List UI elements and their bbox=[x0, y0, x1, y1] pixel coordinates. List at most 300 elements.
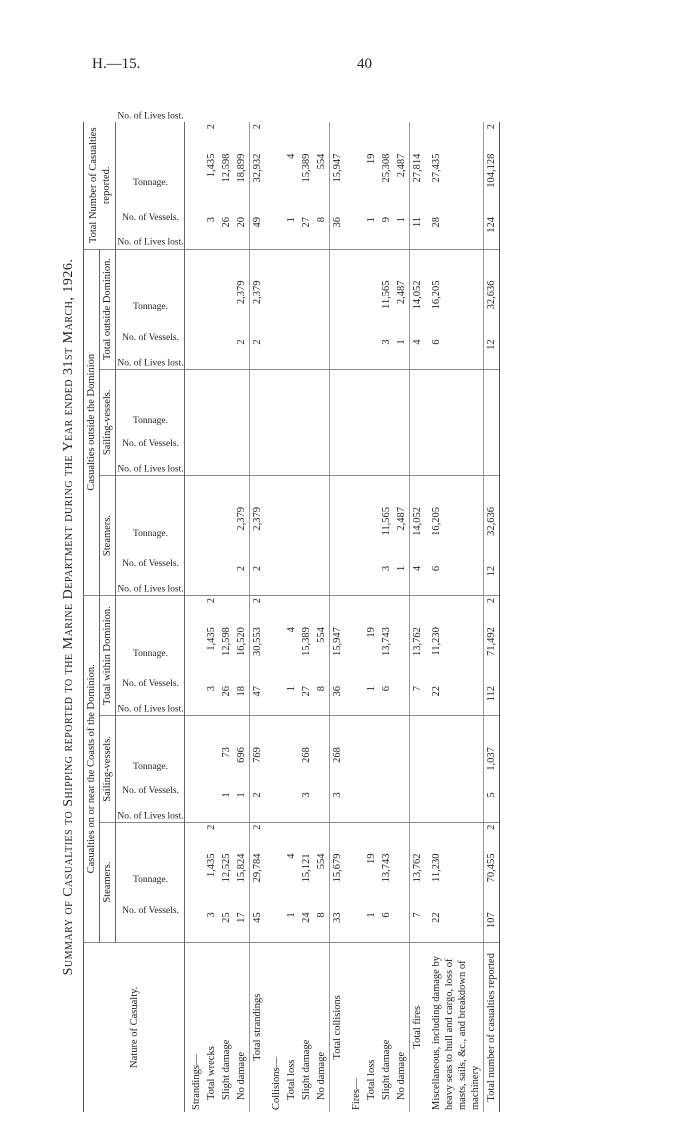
table-cell: 1,435 bbox=[206, 627, 217, 651]
table-row bbox=[265, 122, 284, 1112]
table-cell bbox=[484, 476, 500, 505]
table-cell bbox=[345, 822, 364, 851]
table-cell bbox=[265, 337, 284, 369]
table-cell: 73 bbox=[221, 747, 232, 758]
table-cell: 1 bbox=[366, 685, 377, 692]
table-cell bbox=[299, 444, 314, 476]
table-cell bbox=[330, 596, 346, 626]
table-cell bbox=[219, 564, 234, 596]
table-cell bbox=[265, 564, 284, 596]
table-cell: 696 bbox=[236, 747, 247, 763]
table-cell bbox=[345, 790, 364, 822]
table-cell bbox=[345, 278, 364, 337]
total-reported-header: Total Number of Casualties reported. bbox=[84, 122, 116, 249]
table-cell bbox=[299, 337, 314, 369]
table-cell bbox=[345, 476, 364, 505]
table-cell bbox=[265, 910, 284, 942]
table-cell bbox=[394, 745, 410, 790]
table-cell bbox=[379, 745, 394, 790]
table-cell bbox=[314, 476, 330, 505]
table-cell bbox=[394, 596, 410, 626]
table-cell bbox=[265, 790, 284, 822]
table-cell: 25 bbox=[221, 912, 232, 923]
table-cell: 3 bbox=[206, 217, 217, 223]
table-cell bbox=[330, 122, 346, 152]
table-cell bbox=[265, 596, 284, 626]
table-cell bbox=[394, 444, 410, 476]
table-cell: 12,598 bbox=[221, 627, 232, 656]
table-cell: 2,487 bbox=[396, 506, 407, 531]
table-cell bbox=[314, 369, 330, 398]
col-vessels: No. of Vessels. bbox=[116, 684, 185, 716]
table-cell bbox=[234, 716, 250, 745]
table-cell bbox=[314, 337, 330, 369]
table-cell: 7 bbox=[410, 684, 426, 716]
col-lives: No. of Lives lost. bbox=[116, 369, 185, 398]
table-cell bbox=[314, 564, 330, 596]
col-vessels: No. of Vessels. bbox=[116, 564, 185, 596]
table-cell: 11,565 bbox=[381, 506, 392, 536]
table-cell: 14,052 bbox=[410, 505, 426, 564]
col-tonnage: Tonnage. bbox=[116, 505, 185, 564]
table-cell: 15,947 bbox=[330, 625, 346, 684]
table-row bbox=[330, 122, 346, 1112]
table-cell: 36 bbox=[330, 215, 346, 249]
col-lives: No. of Lives lost. bbox=[116, 122, 185, 152]
table-cell bbox=[314, 745, 330, 790]
row-label: Total fires bbox=[410, 942, 426, 1112]
table-cell bbox=[219, 596, 234, 626]
table-cell: 29,784 bbox=[250, 852, 266, 911]
table-cell bbox=[234, 369, 250, 398]
total-outside-header: Total outside Dominion. bbox=[100, 249, 116, 369]
table-cell: 268 bbox=[301, 747, 312, 763]
table-cell bbox=[284, 822, 299, 851]
table-cell: 4 bbox=[286, 853, 297, 859]
table-cell bbox=[185, 444, 205, 476]
table-cell: 19 bbox=[366, 853, 377, 865]
table-cell bbox=[364, 476, 379, 505]
table-cell bbox=[394, 249, 410, 278]
table-cell: 32,932 bbox=[250, 152, 266, 215]
table-row bbox=[299, 122, 314, 1112]
table-cell bbox=[364, 278, 379, 337]
table-row bbox=[484, 122, 500, 1112]
table-row bbox=[185, 122, 205, 1112]
row-label: Total collisions bbox=[330, 942, 346, 1112]
table-cell: 1 bbox=[396, 217, 407, 223]
table-cell bbox=[265, 152, 284, 215]
table-cell bbox=[330, 444, 346, 476]
table-cell bbox=[265, 249, 284, 278]
table-cell: 6 bbox=[431, 339, 442, 345]
table-cell bbox=[410, 369, 426, 398]
table-cell bbox=[330, 337, 346, 369]
table-cell bbox=[219, 505, 234, 564]
col-vessels: No. of Vessels. bbox=[116, 790, 185, 822]
table-cell bbox=[484, 716, 500, 745]
outside-header: Casualties outside the Dominion bbox=[84, 249, 100, 596]
col-vessels: No. of Vessels. bbox=[116, 337, 185, 369]
table-cell bbox=[185, 249, 205, 278]
table-row bbox=[250, 122, 266, 1112]
table-cell: 3 bbox=[206, 685, 217, 692]
table-cell bbox=[410, 249, 426, 278]
col-vessels: No. of Vessels. bbox=[116, 910, 185, 942]
table-cell: 71,492 bbox=[484, 625, 500, 684]
table-cell: 3 bbox=[301, 792, 312, 798]
table-cell bbox=[379, 596, 394, 626]
table-cell bbox=[185, 716, 205, 745]
table-row bbox=[345, 122, 364, 1112]
table-cell bbox=[364, 596, 379, 626]
table-cell: 2 bbox=[236, 339, 247, 345]
rotated-table-block bbox=[55, 111, 675, 1112]
table-cell bbox=[185, 399, 205, 444]
table-cell: 28 bbox=[431, 217, 442, 228]
table-cell: 9 bbox=[381, 217, 392, 223]
table-cell bbox=[265, 822, 284, 851]
table-cell: 8 bbox=[316, 912, 327, 918]
table-cell bbox=[185, 278, 205, 337]
table-cell: 15,389 bbox=[301, 153, 312, 183]
table-cell bbox=[364, 444, 379, 476]
table-cell: 4 bbox=[286, 153, 297, 159]
table-cell bbox=[484, 444, 500, 476]
table-cell bbox=[299, 822, 314, 851]
table-cell: 16,205 bbox=[431, 280, 442, 310]
table-cell: 22 bbox=[431, 685, 442, 697]
table-cell: 769 bbox=[250, 745, 266, 790]
table-cell: 6 bbox=[381, 912, 392, 918]
table-cell bbox=[364, 249, 379, 278]
table-cell bbox=[410, 822, 426, 851]
table-cell bbox=[410, 122, 426, 152]
table-cell bbox=[299, 505, 314, 564]
table-cell bbox=[314, 716, 330, 745]
table-cell: 4 bbox=[286, 627, 297, 633]
table-cell: 2 bbox=[250, 790, 266, 822]
page-ref: H.—15. bbox=[92, 56, 141, 72]
table-cell bbox=[299, 399, 314, 444]
col-tonnage: Tonnage. bbox=[116, 152, 185, 215]
coast-sailing-header: Sailing-vessels. bbox=[100, 716, 116, 822]
table-cell: 49 bbox=[250, 215, 266, 249]
table-cell bbox=[425, 444, 484, 476]
table-cell bbox=[204, 716, 219, 745]
table-row bbox=[234, 122, 250, 1112]
table-cell bbox=[425, 716, 484, 745]
table-cell bbox=[345, 716, 364, 745]
nature-header: Nature of Casualty. bbox=[84, 942, 185, 1112]
table-cell bbox=[379, 790, 394, 822]
table-cell bbox=[219, 399, 234, 444]
table-cell bbox=[425, 249, 484, 278]
table-cell: 2,487 bbox=[396, 153, 407, 178]
table-cell bbox=[234, 399, 250, 444]
table-cell bbox=[379, 369, 394, 398]
table-cell bbox=[410, 716, 426, 745]
table-cell bbox=[379, 399, 394, 444]
table-cell bbox=[394, 476, 410, 505]
row-label: Total number of casualties reported bbox=[484, 942, 500, 1112]
table-cell bbox=[250, 369, 266, 398]
col-tonnage: Tonnage. bbox=[116, 745, 185, 790]
table-cell: 13,743 bbox=[381, 627, 392, 656]
table-cell bbox=[364, 399, 379, 444]
table-cell bbox=[394, 399, 410, 444]
table-cell: 2 bbox=[250, 822, 266, 851]
table-cell: 2 bbox=[206, 124, 217, 130]
table-cell: 1 bbox=[366, 912, 377, 918]
table-cell bbox=[234, 822, 250, 851]
table-cell bbox=[299, 716, 314, 745]
table-cell bbox=[425, 745, 484, 790]
table-cell: 1 bbox=[286, 685, 297, 692]
table-cell bbox=[250, 399, 266, 444]
table-cell bbox=[219, 476, 234, 505]
table-cell: 12 bbox=[484, 564, 500, 596]
table-cell bbox=[299, 249, 314, 278]
coasts-header: Casualties on or near the Coasts of the Dominion. bbox=[84, 596, 100, 943]
table-cell bbox=[284, 716, 299, 745]
table-cell bbox=[284, 278, 299, 337]
table-cell bbox=[379, 122, 394, 152]
row-label: No damage bbox=[314, 942, 330, 1112]
table-cell bbox=[345, 852, 364, 911]
table-cell bbox=[345, 564, 364, 596]
table-cell bbox=[299, 596, 314, 626]
col-lives: No. of Lives lost. bbox=[116, 716, 185, 745]
table-cell bbox=[425, 399, 484, 444]
table-cell bbox=[250, 444, 266, 476]
table-cell bbox=[234, 476, 250, 505]
table-cell bbox=[299, 476, 314, 505]
table-cell bbox=[265, 505, 284, 564]
table-cell bbox=[330, 505, 346, 564]
table-cell bbox=[379, 444, 394, 476]
table-cell: 32,636 bbox=[484, 505, 500, 564]
table-cell: 27,435 bbox=[431, 153, 442, 183]
table-cell bbox=[265, 852, 284, 911]
col-lives: No. of Lives lost. bbox=[116, 596, 185, 626]
table-cell bbox=[379, 249, 394, 278]
table-cell bbox=[204, 399, 219, 444]
table-cell bbox=[219, 278, 234, 337]
table-cell: 12,525 bbox=[221, 853, 232, 883]
col-vessels: No. of Vessels. bbox=[116, 444, 185, 476]
table-cell bbox=[379, 822, 394, 851]
table-cell bbox=[185, 745, 205, 790]
table-cell: 25,308 bbox=[381, 153, 392, 183]
table-cell bbox=[185, 564, 205, 596]
table-cell bbox=[379, 476, 394, 505]
table-cell bbox=[425, 476, 484, 505]
table-cell: 554 bbox=[316, 627, 327, 643]
table-cell bbox=[265, 215, 284, 249]
table-cell: 2 bbox=[250, 122, 266, 152]
table-cell bbox=[185, 369, 205, 398]
table-cell bbox=[345, 369, 364, 398]
total-within-header: Total within Dominion. bbox=[100, 596, 116, 716]
table-body bbox=[185, 122, 500, 1112]
table-cell bbox=[394, 122, 410, 152]
table-cell bbox=[410, 745, 426, 790]
table-cell bbox=[394, 852, 410, 911]
row-label: Total strandings bbox=[250, 942, 266, 1112]
table-cell: 15,824 bbox=[236, 853, 247, 883]
table-cell: 2 bbox=[484, 822, 500, 851]
table-cell bbox=[394, 369, 410, 398]
table-cell: 14,052 bbox=[410, 278, 426, 337]
table-cell bbox=[345, 745, 364, 790]
table-cell: 5 bbox=[484, 790, 500, 822]
table-cell bbox=[364, 822, 379, 851]
table-cell bbox=[330, 822, 346, 851]
table-cell: 2,379 bbox=[250, 278, 266, 337]
row-label: Total wrecks bbox=[204, 942, 219, 1112]
row-label: Slight damage bbox=[219, 942, 234, 1112]
table-cell: 124 bbox=[484, 215, 500, 249]
table-cell bbox=[265, 745, 284, 790]
table-cell bbox=[219, 444, 234, 476]
table-cell: 3 bbox=[206, 912, 217, 918]
table-cell bbox=[364, 745, 379, 790]
table-cell: 13,743 bbox=[381, 853, 392, 883]
row-label: Slight damage bbox=[379, 942, 394, 1112]
table-cell bbox=[394, 790, 410, 822]
table-cell bbox=[364, 716, 379, 745]
table-cell: 13,762 bbox=[410, 625, 426, 684]
table-cell: 1 bbox=[236, 792, 247, 798]
page-number: 40 bbox=[357, 56, 372, 72]
table-cell bbox=[314, 596, 330, 626]
col-vessels: No. of Vessels. bbox=[116, 215, 185, 249]
table-cell bbox=[219, 122, 234, 152]
table-cell bbox=[364, 505, 379, 564]
table-cell: 15,679 bbox=[330, 852, 346, 911]
table-cell bbox=[204, 564, 219, 596]
table-cell bbox=[185, 625, 205, 684]
table-cell bbox=[394, 822, 410, 851]
table-cell: 11,230 bbox=[431, 627, 442, 656]
table-cell bbox=[204, 278, 219, 337]
table-cell bbox=[185, 910, 205, 942]
table-row bbox=[314, 122, 330, 1112]
table-cell bbox=[425, 369, 484, 398]
table-cell bbox=[234, 596, 250, 626]
table-cell: 2 bbox=[236, 565, 247, 572]
table-cell bbox=[425, 790, 484, 822]
table-cell bbox=[410, 399, 426, 444]
table-cell bbox=[204, 476, 219, 505]
table-cell bbox=[345, 122, 364, 152]
table-cell: 19 bbox=[366, 153, 377, 165]
table-cell bbox=[185, 852, 205, 911]
table-cell: 4 bbox=[410, 337, 426, 369]
table-cell bbox=[284, 399, 299, 444]
table-cell: 17 bbox=[236, 912, 247, 923]
table-cell: 1,435 bbox=[206, 853, 217, 878]
table-cell bbox=[185, 152, 205, 215]
table-cell: 1 bbox=[286, 912, 297, 918]
col-tonnage: Tonnage. bbox=[116, 852, 185, 911]
table-cell bbox=[284, 444, 299, 476]
table-cell bbox=[484, 249, 500, 278]
table-cell bbox=[484, 369, 500, 398]
col-lives: No. of Lives lost. bbox=[116, 249, 185, 278]
table-cell bbox=[185, 122, 205, 152]
table-cell: 70,455 bbox=[484, 852, 500, 911]
table-cell bbox=[394, 716, 410, 745]
table-cell: 268 bbox=[330, 745, 346, 790]
table-cell bbox=[219, 822, 234, 851]
table-row bbox=[394, 122, 410, 1112]
table-cell: 11,565 bbox=[381, 280, 392, 309]
row-label: Total loss bbox=[284, 942, 299, 1112]
table-row bbox=[425, 122, 484, 1112]
table-cell bbox=[314, 122, 330, 152]
table-cell: 2 bbox=[250, 596, 266, 626]
table-cell: 2,487 bbox=[396, 280, 407, 305]
table-cell bbox=[284, 790, 299, 822]
table-row bbox=[410, 122, 426, 1112]
row-label: Strandings— bbox=[185, 942, 205, 1112]
table-cell bbox=[425, 822, 484, 851]
table-cell bbox=[284, 476, 299, 505]
table-cell: 18 bbox=[236, 685, 247, 697]
table-cell bbox=[410, 444, 426, 476]
table-cell: 15,121 bbox=[301, 853, 312, 883]
table-cell: 7 bbox=[410, 910, 426, 942]
table-cell: 1,435 bbox=[206, 153, 217, 178]
table-cell bbox=[394, 684, 410, 716]
table-cell: 1 bbox=[396, 339, 407, 345]
table-cell bbox=[330, 399, 346, 444]
table-cell bbox=[234, 444, 250, 476]
table-cell bbox=[204, 790, 219, 822]
table-cell bbox=[345, 625, 364, 684]
table-cell bbox=[314, 790, 330, 822]
table-cell bbox=[299, 369, 314, 398]
table-cell bbox=[425, 122, 484, 152]
row-label: Collisions— bbox=[265, 942, 284, 1112]
table-cell bbox=[204, 444, 219, 476]
table-cell: 19 bbox=[366, 627, 377, 638]
outside-sailing-header: Sailing-vessels. bbox=[100, 369, 116, 475]
table-cell bbox=[250, 716, 266, 745]
table-cell bbox=[345, 152, 364, 215]
table-cell bbox=[299, 278, 314, 337]
table-cell: 2 bbox=[250, 564, 266, 596]
table-cell bbox=[394, 625, 410, 684]
table-cell bbox=[284, 122, 299, 152]
table-cell bbox=[219, 249, 234, 278]
table-cell bbox=[345, 444, 364, 476]
table-cell bbox=[265, 476, 284, 505]
table-cell: 1,037 bbox=[484, 745, 500, 790]
table-cell bbox=[284, 745, 299, 790]
table-cell bbox=[299, 122, 314, 152]
table-cell bbox=[484, 399, 500, 444]
table-cell: 2,379 bbox=[250, 505, 266, 564]
table-cell bbox=[299, 564, 314, 596]
table-cell bbox=[345, 215, 364, 249]
table-cell bbox=[185, 215, 205, 249]
table-cell: 27,814 bbox=[410, 152, 426, 215]
table-row bbox=[219, 122, 234, 1112]
table-cell: 6 bbox=[431, 565, 442, 572]
